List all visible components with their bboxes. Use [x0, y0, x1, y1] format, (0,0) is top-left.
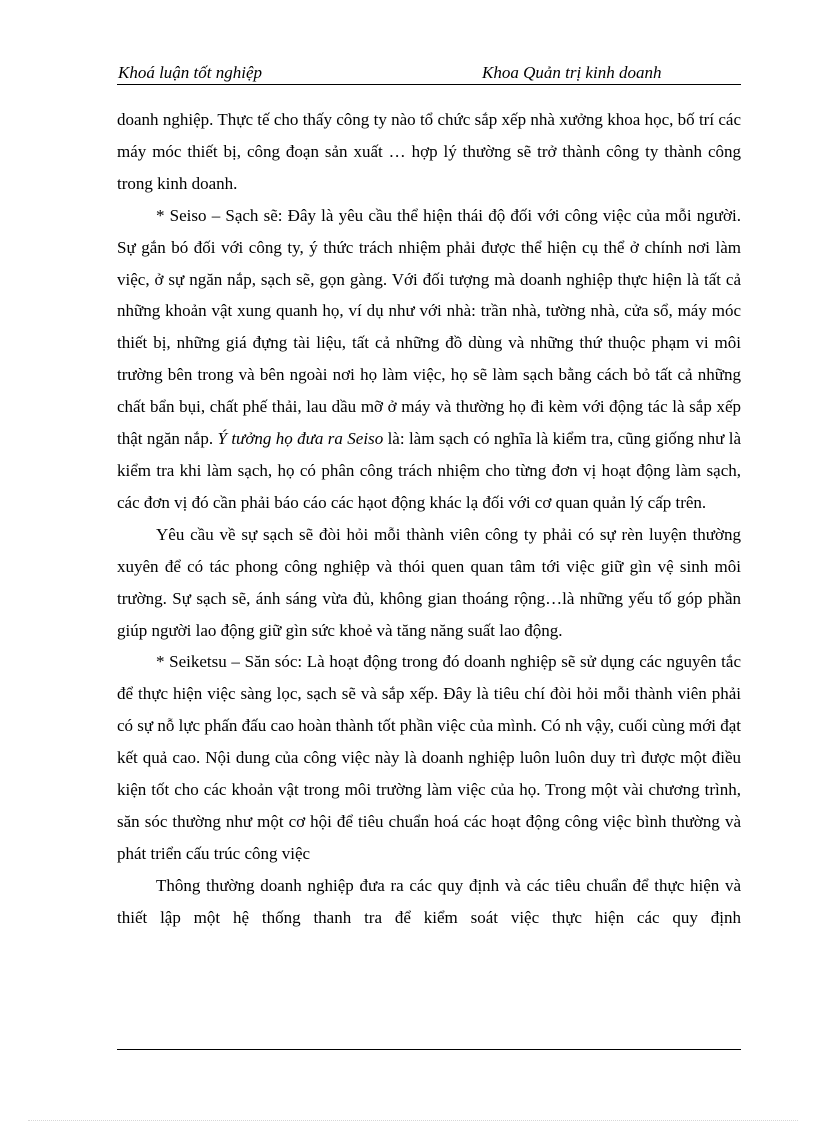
paragraph-seiso-italic: Ý tưởng họ đưa ra Seiso — [217, 429, 384, 449]
paragraph-seiso — [117, 200, 741, 519]
footer-rule — [117, 1049, 741, 1050]
header-thesis-label: Khoá luận tốt nghiệp — [118, 63, 263, 82]
document-body — [117, 104, 741, 934]
page-edge-dots — [28, 1120, 798, 1121]
paragraph-seiso-text-before: * Seiso – Sạch sẽ: Đây là yêu cầu thể hiện thái độ đối với công việc của mỗi người. Sự gắn bó đối với công ty, ý thức trách nhiệm phải được thể hiện cụ thể ở chính nơi làm việc, ở sự ngăn nắp, sạch sẽ, gọn gàng. Với đối tượng mà doanh nghiệp thực hiện là tất cả những khoản vật xung quanh họ, ví dụ như với nhà: trần nhà, tường nhà, cửa sổ, máy móc thiết bị, những giá đựng tài liệu, tất cả những đồ dùng và những thứ thuộc phạm vi môi trường bên trong và bên ngoài nơi họ làm việc, họ sẽ làm sạch bằng cách bỏ tất cả những chất bẩn bụi, chất phế thải, lau dầu mỡ ở máy và thường họ đi kèm với động tác là sắp xếp thật ngăn nắp. — [117, 205, 741, 449]
paragraph-standards: Thông thường doanh nghiệp đưa ra các quy định và các tiêu chuẩn để thực hiện và thiết lập một hệ thống thanh tra để kiểm soát việc thực hiện các quy định — [117, 875, 741, 927]
paragraph-continuation: doanh nghiệp. Thực tế cho thấy công ty nào tổ chức sắp xếp nhà xưởng khoa học, bố trí các máy móc thiết bị, công đoạn sản xuất … hợp lý thường sẽ trở thành công ty thành công trong kinh doanh. — [117, 110, 741, 193]
page-header — [117, 60, 741, 85]
paragraph-seiso-text-after: là: làm sạch có nghĩa là kiểm tra, cũng giống như là kiểm tra khi làm sạch, họ có phân công trách nhiệm cho từng đơn vị hoạt động làm sạch, các đơn vị đó cần phải báo cáo các hạot động khác lạ đối với cơ quan quản lý cấp trên. — [117, 429, 741, 512]
header-faculty-label: Khoa Quản trị kinh doanh — [482, 63, 662, 82]
paragraph-seiketsu: * Seiketsu – Săn sóc: Là hoạt động trong đó doanh nghiệp sẽ sử dụng các nguyên tắc để thực hiện việc sàng lọc, sạch sẽ và sắp xếp. Đây là tiêu chí đòi hỏi mỗi thành viên phải có sự nỗ lực phấn đấu cao hoàn thành tốt phần việc của mình. Có nh vậy, cuối cùng mới đạt kết quả cao. Nội dung của công việc này là doanh nghiệp luôn luôn duy trì được một điều kiện tốt cho các khoản vật trong môi trường làm việc của họ. Trong một vài chương trình, săn sóc thường như một cơ hội để tiêu chuẩn hoá các hoạt động công việc bình thường và phát triển cấu trúc công việc — [117, 652, 741, 863]
paragraph-cleanliness-requirement: Yêu cầu về sự sạch sẽ đòi hỏi mỗi thành viên công ty phải có sự rèn luyện thường xuyên để có tác phong công nghiệp và thói quen quan tâm tới việc giữ gìn vệ sinh môi trường. Sự sạch sẽ, ánh sáng vừa đủ, không gian thoáng rộng…là những yếu tố góp phần giúp người lao động giữ gìn sức khoẻ và tăng năng suất lao động. — [117, 524, 741, 640]
